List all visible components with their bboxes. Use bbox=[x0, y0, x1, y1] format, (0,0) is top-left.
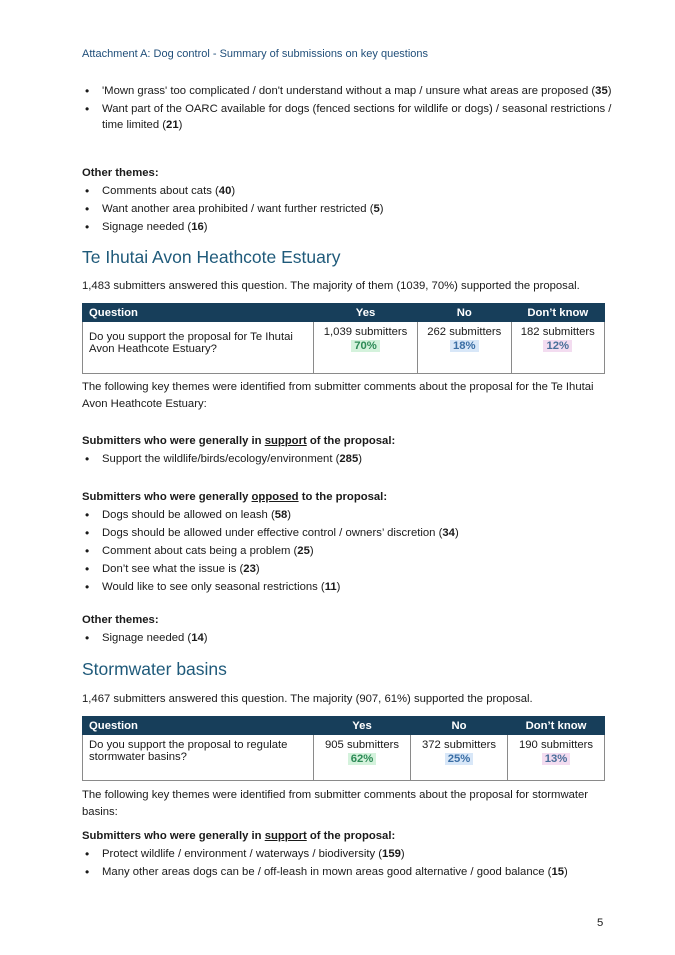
question-cell: Do you support the proposal to regulate stormwater basins? bbox=[83, 735, 314, 781]
list-item: • Dogs should be allowed under effective control / owners’ discretion (34) bbox=[82, 525, 622, 541]
no-percent: 25% bbox=[445, 753, 474, 765]
col-header-question: Question bbox=[83, 304, 314, 322]
list-item: • Signage needed (16) bbox=[82, 219, 622, 235]
no-percent: 18% bbox=[450, 340, 479, 352]
list-item: • Signage needed (14) bbox=[82, 630, 622, 646]
section-heading-stormwater: Stormwater basins bbox=[82, 659, 227, 679]
list-item: • 'Mown grass' too complicated / don't understand without a map / unsure what areas are proposed (35) bbox=[82, 83, 622, 99]
list-item: • Want another area prohibited / want further restricted (5) bbox=[82, 201, 622, 217]
table-header-row bbox=[83, 304, 605, 322]
list-item: • Dogs should be allowed on leash (58) bbox=[82, 507, 622, 523]
col-header-yes: Yes bbox=[314, 304, 418, 322]
support-heading: Submitters who were generally in support of the proposal: bbox=[82, 435, 396, 447]
list-item: • Protect wildlife / environment / waterways / biodiversity (159) bbox=[82, 846, 622, 862]
list-item: • Many other areas dogs can be / off-leash in mown areas good alternative / good balance (15) bbox=[82, 864, 622, 880]
stormwater-results-table bbox=[82, 716, 605, 781]
dont-know-cell: 190 submitters 13% bbox=[508, 735, 605, 781]
estuary-support-section bbox=[82, 433, 622, 469]
estuary-themes-intro: The following key themes were identified from submitter comments about the proposal for the Te Ihutai Avon Heathcote Estuary: bbox=[82, 381, 594, 410]
section-heading-estuary: Te Ihutai Avon Heathcote Estuary bbox=[82, 247, 341, 267]
list-item: • Don’t see what the issue is (23) bbox=[82, 561, 622, 577]
support-heading: Submitters who were generally in support of the proposal: bbox=[82, 830, 396, 842]
no-cell: 372 submitters 25% bbox=[411, 735, 508, 781]
yes-cell: 1,039 submitters 70% bbox=[314, 322, 418, 374]
dont-know-percent: 12% bbox=[543, 340, 572, 352]
page-header: Attachment A: Dog control - Summary of submissions on key questions bbox=[82, 48, 429, 60]
estuary-oppose-section bbox=[82, 489, 622, 597]
col-header-dont-know: Don’t know bbox=[511, 304, 604, 322]
list-item: • Support the wildlife/birds/ecology/environment (285) bbox=[82, 451, 622, 467]
page-number: 5 bbox=[597, 917, 604, 929]
list-item: • Want part of the OARC available for dogs (fenced sections for wildlife or dogs) / seasonal restrictions / time limited (21) bbox=[82, 101, 622, 133]
oppose-heading: Submitters who were generally opposed to the proposal: bbox=[82, 491, 388, 503]
yes-cell: 905 submitters 62% bbox=[314, 735, 411, 781]
estuary-intro: 1,483 submitters answered this question. The majority of them (1039, 70%) supported the proposal. bbox=[82, 280, 580, 292]
col-header-dont-know: Don’t know bbox=[508, 717, 605, 735]
other-themes-section bbox=[82, 165, 622, 237]
table-row bbox=[83, 735, 605, 781]
stormwater-intro: 1,467 submitters answered this question. The majority (907, 61%) supported the proposal. bbox=[82, 693, 533, 705]
dont-know-cell: 182 submitters 12% bbox=[511, 322, 604, 374]
yes-percent: 70% bbox=[351, 340, 380, 352]
list-item: • Comments about cats (40) bbox=[82, 183, 622, 199]
list-item: • Would like to see only seasonal restrictions (11) bbox=[82, 579, 622, 595]
estuary-other-section bbox=[82, 612, 622, 648]
estuary-results-table bbox=[82, 303, 605, 374]
stormwater-support-section bbox=[82, 828, 622, 882]
list-item: • Comment about cats being a problem (25) bbox=[82, 543, 622, 559]
dont-know-percent: 13% bbox=[542, 753, 571, 765]
other-themes-heading: Other themes: bbox=[82, 614, 159, 626]
yes-percent: 62% bbox=[348, 753, 377, 765]
col-header-question: Question bbox=[83, 717, 314, 735]
other-themes-heading: Other themes: bbox=[82, 167, 159, 179]
col-header-no: No bbox=[411, 717, 508, 735]
question-cell: Do you support the proposal for Te Ihutai Avon Heathcote Estuary? bbox=[83, 322, 314, 374]
stormwater-themes-intro: The following key themes were identified from submitter comments about the proposal for stormwater basins: bbox=[82, 789, 589, 818]
no-cell: 262 submitters 18% bbox=[418, 322, 511, 374]
top-bullet-list bbox=[82, 83, 622, 135]
col-header-yes: Yes bbox=[314, 717, 411, 735]
col-header-no: No bbox=[418, 304, 511, 322]
table-row bbox=[83, 322, 605, 374]
table-header-row bbox=[83, 717, 605, 735]
